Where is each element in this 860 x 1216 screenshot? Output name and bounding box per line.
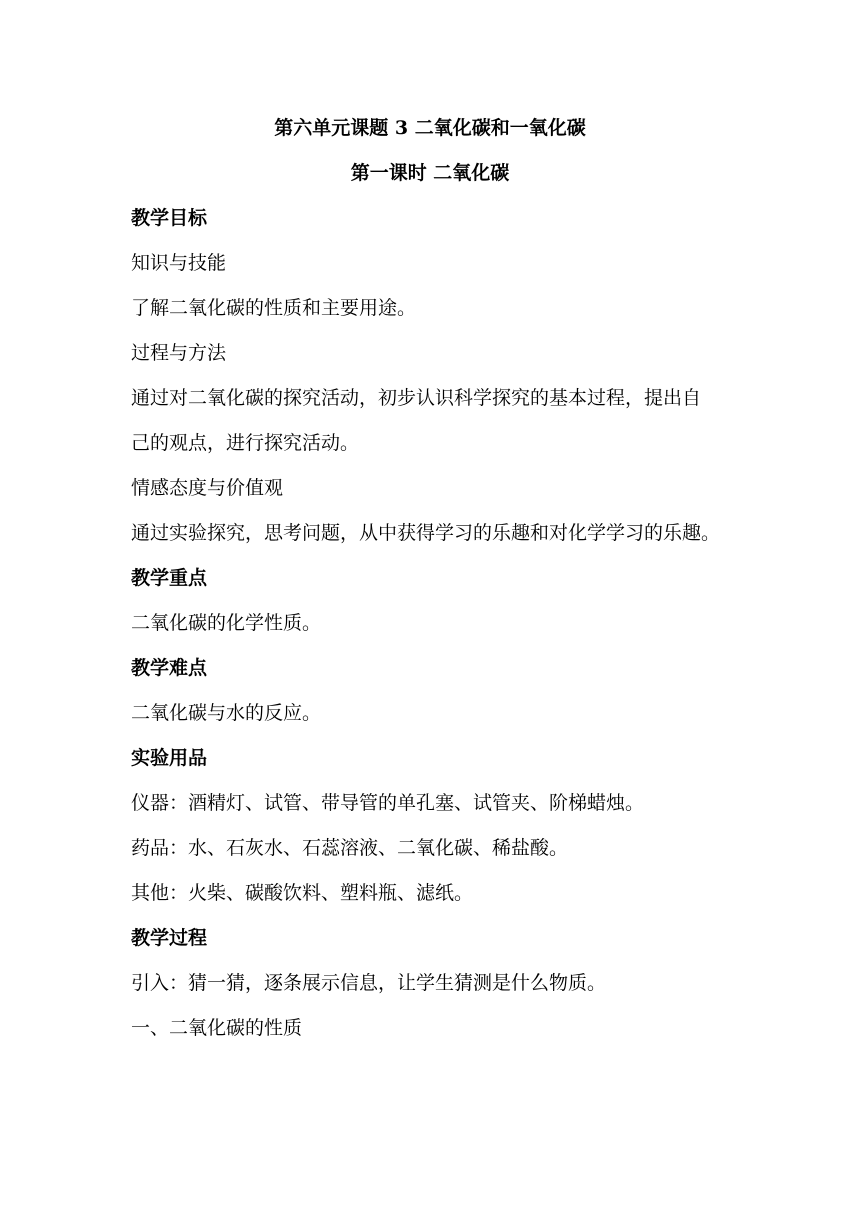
- document-subtitle: 第一课时 二氧化碳: [350, 162, 510, 184]
- process-text-line2: 己的观点，进行探究活动。: [131, 432, 360, 454]
- attitude-text: 通过实验探究，思考问题，从中获得学习的乐趣和对化学学习的乐趣。: [131, 522, 721, 544]
- process-heading: 过程与方法: [131, 342, 227, 364]
- difficulty-text: 二氧化碳与水的反应。: [131, 702, 322, 724]
- key-points-text: 二氧化碳的化学性质。: [131, 612, 322, 634]
- part-one-heading: 一、二氧化碳的性质: [131, 1017, 303, 1039]
- process-section-heading: 教学过程: [131, 927, 208, 949]
- document-title: 第六单元课题 3 二氧化碳和一氧化碳: [274, 117, 586, 139]
- key-points-heading: 教学重点: [131, 567, 208, 589]
- others-text: 其他：火柴、碳酸饮料、塑料瓶、滤纸。: [131, 882, 474, 904]
- instruments-text: 仪器：酒精灯、试管、带导管的单孔塞、试管夹、阶梯蜡烛。: [131, 792, 645, 814]
- attitude-heading: 情感态度与价值观: [131, 477, 284, 499]
- knowledge-heading: 知识与技能: [131, 252, 227, 274]
- objectives-heading: 教学目标: [131, 207, 208, 229]
- knowledge-text: 了解二氧化碳的性质和主要用途。: [131, 297, 417, 319]
- materials-heading: 实验用品: [131, 747, 208, 769]
- process-text-line1: 通过对二氧化碳的探究活动，初步认识科学探究的基本过程，提出自: [131, 387, 702, 409]
- chemicals-text: 药品：水、石灰水、石蕊溶液、二氧化碳、稀盐酸。: [131, 837, 569, 859]
- difficulty-heading: 教学难点: [131, 657, 208, 679]
- intro-text: 引入：猜一猜，逐条展示信息，让学生猜测是什么物质。: [131, 972, 607, 994]
